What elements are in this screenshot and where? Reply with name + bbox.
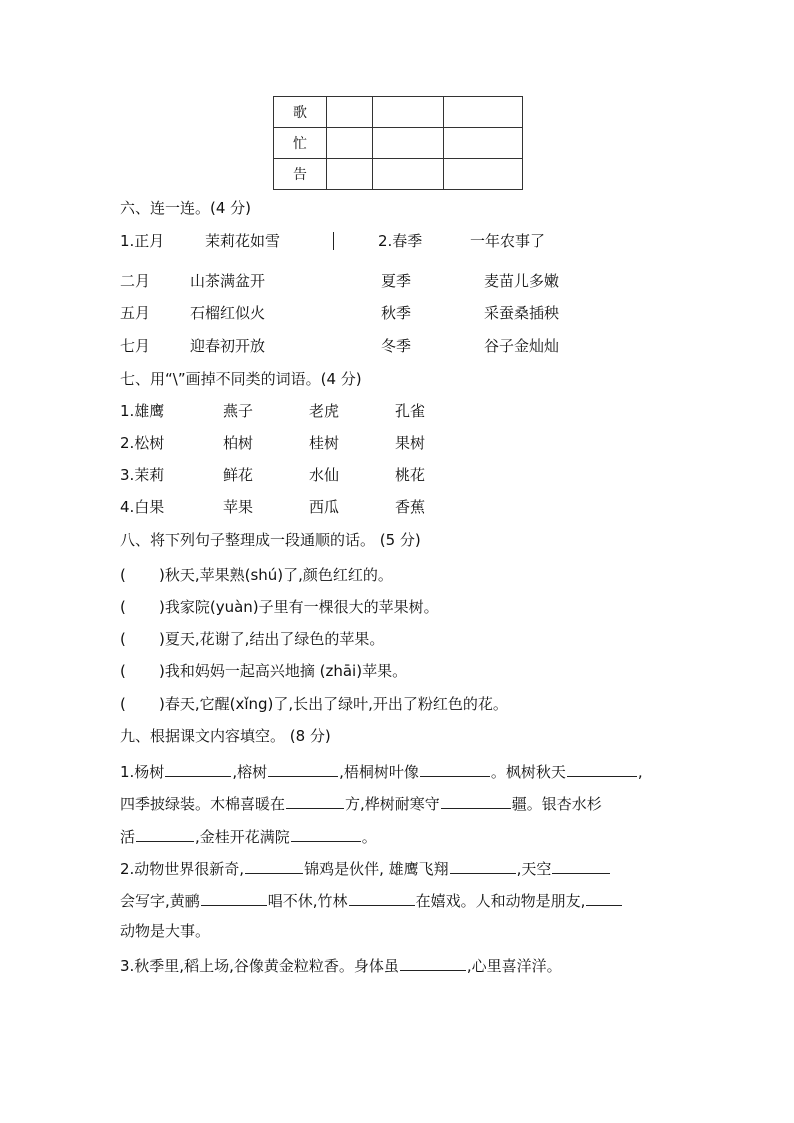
fill-blank[interactable]: [349, 889, 415, 906]
bracket-open: (: [120, 566, 126, 584]
table-row: [274, 159, 523, 190]
match-item: 采蚕桑插秧: [484, 304, 560, 322]
table-cell: [327, 128, 373, 159]
fill-blank[interactable]: [136, 825, 194, 842]
match-item: 石榴红似火: [190, 304, 266, 322]
character-table: [273, 96, 523, 190]
fill-blank[interactable]: [567, 760, 637, 777]
fill-line: [120, 857, 611, 879]
word-item: 苹果: [223, 498, 254, 516]
fill-text: 四季披绿装。木棉喜暖在: [120, 795, 286, 813]
fill-blank[interactable]: [552, 857, 610, 874]
sentence-text: )春天,它醒(xǐng)了,长出了绿叶,开出了粉红色的花。: [159, 695, 508, 713]
table-cell: [373, 128, 444, 159]
fill-text: ,榕树: [232, 763, 268, 781]
word-item: 桃花: [395, 466, 426, 484]
fill-line: [120, 825, 377, 847]
table-char: 歌: [274, 97, 327, 128]
table-row: [274, 128, 523, 159]
table-cell: [444, 128, 523, 159]
fill-line: [120, 760, 643, 782]
match-right-head: 2.春季: [378, 232, 423, 250]
fill-line: [120, 954, 562, 976]
divider-line: [333, 232, 334, 250]
fill-blank[interactable]: [450, 857, 516, 874]
sentence-text: )我和妈妈一起高兴地摘 (zhāi)苹果。: [159, 662, 408, 680]
fill-line: [120, 792, 602, 814]
match-item: 夏季: [381, 272, 412, 290]
table-cell: [444, 97, 523, 128]
bracket-open: (: [120, 695, 126, 713]
word-item: 老虎: [309, 402, 340, 420]
sentence-text: )我家院(yuàn)子里有一棵很大的苹果树。: [159, 598, 439, 616]
bracket-open: (: [120, 662, 126, 680]
fill-blank[interactable]: [441, 792, 511, 809]
fill-blank[interactable]: [268, 760, 338, 777]
fill-blank[interactable]: [201, 889, 267, 906]
fill-text: 会写字,黄鹂: [120, 892, 200, 910]
fill-blank[interactable]: [291, 825, 361, 842]
table-char: 忙: [274, 128, 327, 159]
section-7-title: 七、用“\”画掉不同类的词语。(4 分): [120, 370, 362, 388]
table-cell: [373, 159, 444, 190]
match-item: 谷子金灿灿: [484, 337, 560, 355]
fill-text: ,心里喜洋洋。: [466, 957, 562, 975]
word-item: 1.雄鹰: [120, 402, 165, 420]
fill-blank[interactable]: [165, 760, 231, 777]
sentence-text: )夏天,花谢了,结出了绿色的苹果。: [159, 630, 385, 648]
match-left-head: 1.正月: [120, 232, 165, 250]
match-item: 七月: [120, 337, 151, 355]
fill-blank[interactable]: [400, 954, 466, 971]
sentence-text: )秋天,苹果熟(shú)了,颜色红红的。: [159, 566, 393, 584]
fill-blank[interactable]: [420, 760, 490, 777]
fill-text: 锦鸡是伙伴, 雄鹰飞翔: [304, 860, 449, 878]
fill-text: ,金桂开花满院: [195, 828, 290, 846]
word-item: 柏树: [223, 434, 254, 452]
fill-text: 疆。银杏水杉: [511, 795, 602, 813]
section-8-title: 八、将下列句子整理成一段通顺的话。 (5 分): [120, 531, 421, 549]
word-item: 鲜花: [223, 466, 254, 484]
fill-text: ,: [637, 763, 643, 781]
word-item: 2.松树: [120, 434, 165, 452]
fill-text: 1.杨树: [120, 763, 165, 781]
table-row: [274, 97, 523, 128]
bracket-open: (: [120, 630, 126, 648]
word-item: 3.茉莉: [120, 466, 165, 484]
table-cell: [373, 97, 444, 128]
fill-text: 唱不休,竹林: [267, 892, 348, 910]
fill-text: 2.动物世界很新奇,: [120, 860, 245, 878]
fill-text: ,梧桐树叶像: [339, 763, 419, 781]
word-item: 桂树: [309, 434, 340, 452]
match-item: 山茶满盆开: [190, 272, 266, 290]
fill-text: 。: [361, 828, 377, 846]
match-left-head-phrase: 茉莉花如雪: [205, 232, 281, 250]
section-6-title: 六、连一连。(4 分): [120, 199, 252, 217]
match-item: 麦苗儿多嫩: [484, 272, 560, 290]
fill-text: 方,桦树耐寒守: [345, 795, 440, 813]
match-item: 二月: [120, 272, 151, 290]
match-item: 五月: [120, 304, 151, 322]
word-item: 果树: [395, 434, 426, 452]
match-item: 冬季: [381, 337, 412, 355]
fill-line: [120, 889, 623, 911]
bracket-open: (: [120, 598, 126, 616]
match-item: 秋季: [381, 304, 412, 322]
table-char: 告: [274, 159, 327, 190]
match-right-head-phrase: 一年农事了: [470, 232, 546, 250]
fill-text: 3.秋季里,稻上场,谷像黄金粒粒香。身体虽: [120, 957, 399, 975]
fill-text: 。枫树秋天: [490, 763, 566, 781]
fill-blank[interactable]: [286, 792, 344, 809]
table-cell: [327, 159, 373, 190]
word-item: 水仙: [309, 466, 340, 484]
section-9-title: 九、根据课文内容填空。 (8 分): [120, 727, 331, 745]
word-item: 香蕉: [395, 498, 426, 516]
fill-blank[interactable]: [586, 889, 622, 906]
fill-text: 在嬉戏。人和动物是朋友,: [415, 892, 586, 910]
word-item: 西瓜: [309, 498, 340, 516]
word-item: 4.白果: [120, 498, 165, 516]
fill-text: 动物是大事。: [120, 922, 211, 940]
word-item: 燕子: [223, 402, 254, 420]
word-item: 孔雀: [395, 402, 426, 420]
table-cell: [444, 159, 523, 190]
fill-line: [120, 921, 210, 941]
match-item: 迎春初开放: [190, 337, 266, 355]
table-cell: [327, 97, 373, 128]
fill-text: ,天空: [516, 860, 552, 878]
fill-blank[interactable]: [245, 857, 303, 874]
fill-text: 活: [120, 828, 136, 846]
